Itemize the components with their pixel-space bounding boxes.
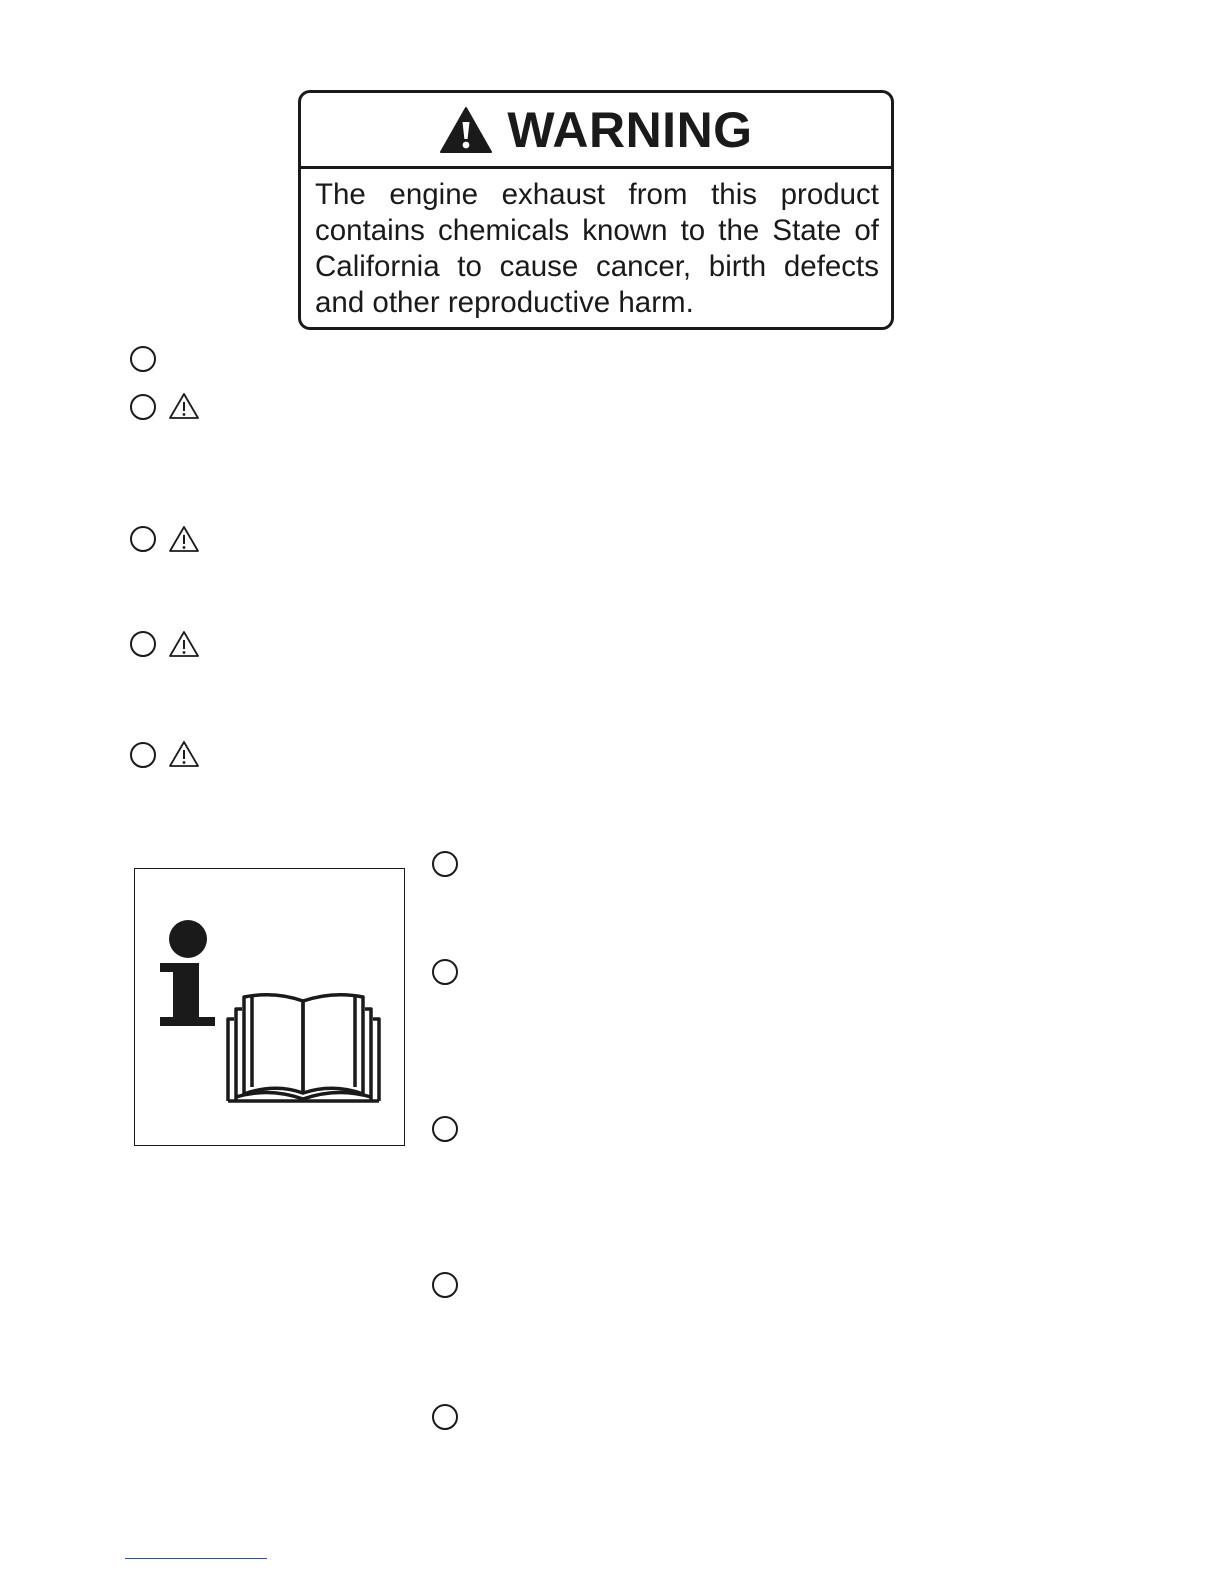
item-marker-circle [130,346,156,372]
read-manual-icon [135,869,403,1144]
warning-text: The engine exhaust from this product contains chemicals known to the State of California to cause cancer, birth defects and other reproductive harm. [315,178,879,319]
warning-triangle-icon [439,106,493,154]
item-marker-circle [130,394,156,420]
warning-triangle-icon [168,525,200,553]
warning-header [301,93,891,169]
read-manual-symbol [134,868,405,1146]
warning-triangle-icon [168,740,200,768]
item-marker-circle [130,526,156,552]
item-marker-circle [432,1404,458,1430]
item-marker-circle [130,631,156,657]
warning-title: WARNING [507,101,753,158]
item-marker-circle [432,1272,458,1298]
warning-triangle-icon [168,630,200,658]
item-marker-circle [432,1116,458,1142]
warning-triangle-icon [168,392,200,420]
item-marker-circle [130,742,156,768]
footnote-separator [125,1558,267,1559]
item-marker-circle [432,959,458,985]
warning-label [298,90,894,330]
item-marker-circle [432,851,458,877]
